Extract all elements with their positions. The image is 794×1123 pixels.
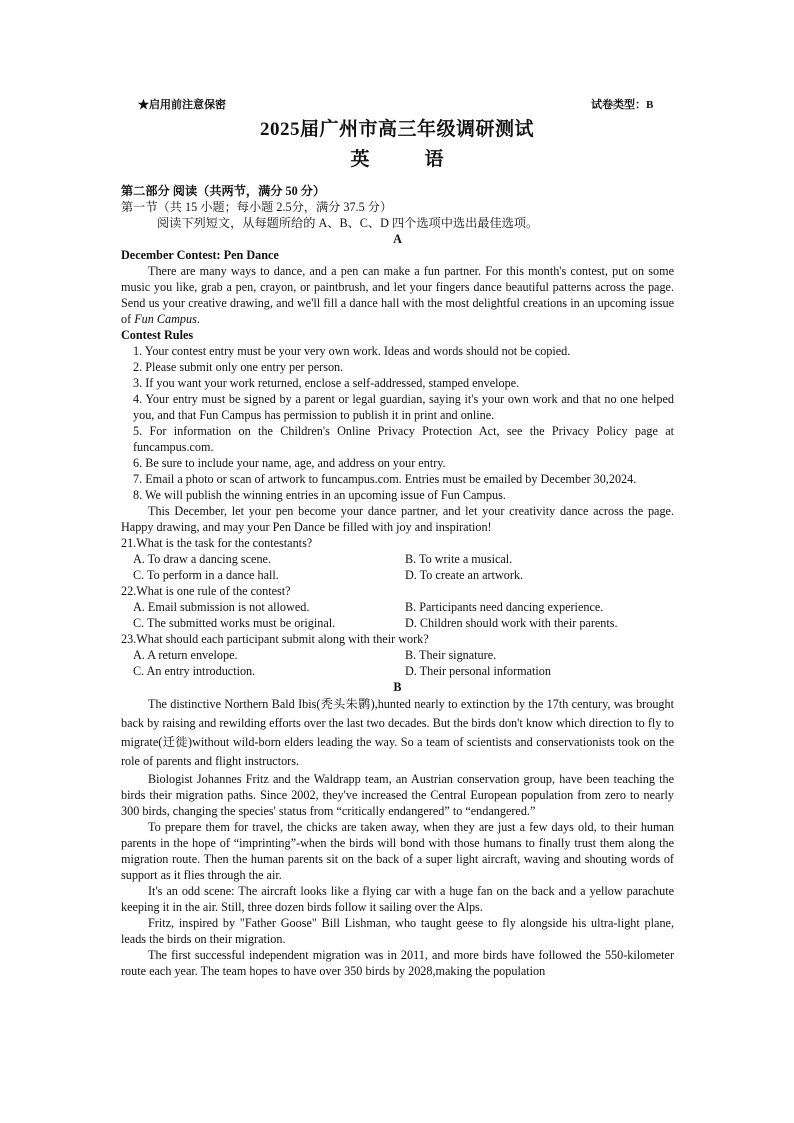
question-stem: 21.What is the task for the contestants? <box>121 536 313 550</box>
option-d[interactable]: D. To create an artwork. <box>405 568 524 582</box>
question-22 <box>121 583 674 631</box>
option-a[interactable]: A. A return envelope. <box>133 648 238 662</box>
passage-a-label: A <box>393 232 402 246</box>
intro-end: . <box>196 312 200 326</box>
rule-item: 3. If you want your work returned, enclose a self-addressed, stamped envelope. <box>133 376 520 390</box>
intro-italic: Fun Campus <box>134 312 197 326</box>
question-stem: 23.What should each participant submit along with their work? <box>121 632 429 646</box>
option-row <box>121 647 674 663</box>
option-a[interactable]: A. Email submission is not allowed. <box>133 600 310 614</box>
question-stem: 22.What is one rule of the contest? <box>121 584 291 598</box>
passage-b-paragraph: It's an odd scene: The aircraft looks like a flying car with a huge fan on the back and a yellow parachute keeping it in the air. Still, three dozen birds follow it sailing over the Alps. <box>121 884 674 914</box>
question-23 <box>121 631 674 679</box>
option-row <box>121 615 674 631</box>
passage-a-closing: This December, let your pen become your dance partner, and let your creativity dance across the page. Happy drawing, and may your Pen Dance be filled with joy and inspiration! <box>121 504 674 534</box>
option-d[interactable]: D. Their personal information <box>405 664 551 678</box>
passage-b-paragraph: To prepare them for travel, the chicks are taken away, when they are just a few days old, to their human parents in the hope of “imprinting”-when the birds will bond with those humans to finally trust them along the migration route. Then the human parents sit on the back of a super light aircraft, waving and shouting words of support as it flies through the air. <box>121 820 674 882</box>
option-d[interactable]: D. Children should work with their parents. <box>405 616 618 630</box>
option-b[interactable]: B. To write a musical. <box>405 552 513 566</box>
passage-b-paragraph: Biologist Johannes Fritz and the Waldrapp team, an Austrian conservation group, have been teaching the birds their migration paths. Since 2002, they've increased the Central European population from zero to nearly 300 birds, changing the species' status from “critically endangered” to “endangered.” <box>121 772 674 818</box>
rule-item: 7. Email a photo or scan of artwork to funcampus.com. Entries must be emailed by December 30,2024. <box>133 472 637 486</box>
option-row <box>121 567 674 583</box>
rules-heading: Contest Rules <box>121 328 194 342</box>
part-heading: 第二部分 阅读（共两节，满分 50 分） <box>121 184 326 198</box>
option-a[interactable]: A. To draw a dancing scene. <box>133 552 272 566</box>
question-21 <box>121 535 674 583</box>
subsection-heading: 第一节（共 15 小题；每小题 2.5分，满分 37.5 分） <box>121 200 393 214</box>
option-b[interactable]: B. Their signature. <box>405 648 497 662</box>
option-c[interactable]: C. The submitted works must be original. <box>133 616 336 630</box>
rule-item: 4. Your entry must be signed by a parent or legal guardian, saying it's your own work and that no one helped you, and that Fun Campus has permission to publish it in print and online. <box>133 392 674 422</box>
passage-b-label: B <box>393 680 402 694</box>
option-b[interactable]: B. Participants need dancing experience. <box>405 600 604 614</box>
confidential-notice: ★启用前注意保密 <box>138 99 226 111</box>
option-c[interactable]: C. An entry introduction. <box>133 664 256 678</box>
exam-subject: 英 语 <box>350 149 462 170</box>
option-row <box>121 551 674 567</box>
rule-item: 8. We will publish the winning entries in an upcoming issue of Fun Campus. <box>133 488 506 502</box>
rule-item: 1. Your contest entry must be your very own work. Ideas and words should not be copied. <box>133 344 571 358</box>
passage-b-paragraph: Fritz, inspired by "Father Goose" Bill Lishman, who taught geese to fly alongside his ultra-light plane, leads the birds on their migration. <box>121 916 674 946</box>
option-c[interactable]: C. To perform in a dance hall. <box>133 568 279 582</box>
option-row <box>121 599 674 615</box>
option-row <box>121 663 674 679</box>
rule-item: 6. Be sure to include your name, age, and address on your entry. <box>133 456 446 470</box>
rule-item: 5. For information on the Children's Online Privacy Protection Act, see the Privacy Policy page at funcampus.com. <box>133 424 674 454</box>
intro-text: There are many ways to dance, and a pen can make a fun partner. For this month's contest, put on some music you like, grab a pen, crayon, or paintbrush, and let your fingers dance beautiful patterns across the page. Send us your creative drawing, and we'll fill a dance hall with the most delightful creations in an upcoming issue of <box>121 264 674 326</box>
passage-b-paragraph: The first successful independent migration was in 2011, and more birds have followed the 550-kilometer route each year. The team hopes to have over 350 birds by 2028,making the population <box>121 948 674 978</box>
rule-item: 2. Please submit only one entry per person. <box>133 360 344 374</box>
passage-a-heading: December Contest: Pen Dance <box>121 248 279 262</box>
instruction: 阅读下列短文，从每题所给的 A、B、C、D 四个选项中选出最佳选项。 <box>157 216 539 230</box>
exam-content <box>121 183 674 979</box>
exam-title: 2025届广州市高三年级调研测试 <box>259 119 534 140</box>
passage-a-intro <box>121 263 674 327</box>
passage-b-paragraph: The distinctive Northern Bald Ibis(秃头朱鹮),hunted nearly to extinction by the 17th century, was brought back by raising and rewilding efforts over the last two decades. But the birds don't know which direction to fly to migrate(迁徙)without wild-born elders leading the way. So a team of scientists and conservationists took on the role of parents and flight instructors. <box>121 697 674 768</box>
paper-type: 试卷类型：B <box>591 99 654 111</box>
